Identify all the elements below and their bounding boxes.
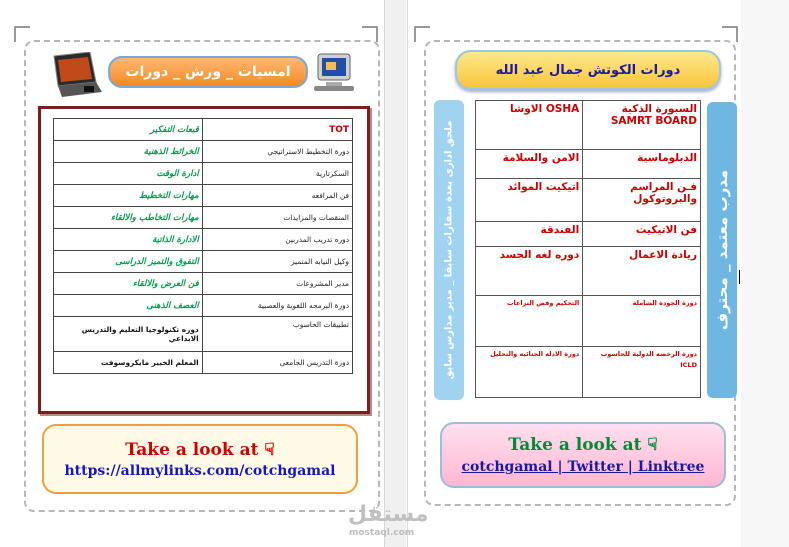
table-cell: TOT [202,119,352,141]
table-cell: الاوشا OSHA [476,101,583,150]
watermark-domain: mostaql.com [349,528,415,538]
table-cell: دورة الرخصه الدولية للحاسوب ICLD [583,347,701,398]
table-row [54,273,353,295]
table-row [54,119,353,141]
table-cell: دوره تكنولوجيا التعليم والتدريس الابداعي [54,317,203,352]
left-links-box [42,424,358,494]
table-cell: الادارة الذاتية [54,229,203,251]
left-header-banner: امسيات _ ورش _ دورات [108,56,308,88]
courses-table [53,118,353,374]
table-row [476,247,701,296]
take-look-label: Take a look at ☟ [508,435,658,455]
table-cell: تطبيقات الحاسوب [202,317,352,352]
laptop-icon [46,52,104,102]
corner-mark [14,26,30,42]
table-cell: دورة التدريس الجامعى [202,352,352,374]
side-banner-left [434,100,464,400]
table-cell: ريادة الاعمال [583,247,701,296]
table-row [54,163,353,185]
side-banner-right [707,102,737,398]
side-banner-left-text: ملحق ادارى بعدة سفارات سابقا _ مدير مدارس سابق [443,120,455,380]
table-cell: دورة البرمجه اللغوية والعصبية [202,295,352,317]
right-links-box [440,422,726,488]
table-cell: التفوق والتميز الدراسى [54,251,203,273]
table-cell: فن المرافعه [202,185,352,207]
table-row [54,185,353,207]
document-margin [741,0,789,547]
table-row [54,207,353,229]
page-gutter [385,0,406,547]
corner-mark [722,26,738,42]
coach-courses-table [475,100,701,398]
take-look-label: Take a look at ☟ [125,439,275,460]
social-links[interactable]: cotchgamal | Twitter | Linktree [461,459,705,475]
table-cell: الدبلوماسية [583,150,701,179]
table-row [476,222,701,247]
watermark-logo: مستقل [348,502,429,527]
table-cell: التحكيم وفض النزاعات [476,296,583,347]
links-url[interactable]: https://allmylinks.com/cotchgamal [64,462,336,479]
table-cell: مهارات التخطيط [54,185,203,207]
corner-mark [414,26,430,42]
table-cell: دوره لغه الجسد [476,247,583,296]
table-cell: دورة الادله الجنائيه والتحليل [476,347,583,398]
table-cell: الامن والسلامة [476,150,583,179]
table-cell: مدير المشروعات [202,273,352,295]
table-cell: فن الاتيكيت [583,222,701,247]
table-cell: السبورة الذكية SAMRT BOARD [583,101,701,150]
table-cell: اتيكيت الموائد [476,179,583,222]
table-cell: فن العرض والالقاء [54,273,203,295]
table-row [476,150,701,179]
table-row [476,179,701,222]
table-cell: المعلم الخبير مايكروسوفت [54,352,203,374]
table-cell: وكيل النيابه المتميز [202,251,352,273]
table-cell: السكرتارية [202,163,352,185]
table-cell: دوره تدريب المدربين [202,229,352,251]
table-row [476,296,701,347]
table-row [54,317,353,352]
table-row [54,141,353,163]
table-cell: فـن المراسم والبروتوكول [583,179,701,222]
text-cursor [739,270,740,284]
computer-icon [312,52,356,96]
table-cell: الخرائط الذهنية [54,141,203,163]
table-cell: مهارات التخاطب والالقاء [54,207,203,229]
table-row [54,229,353,251]
side-banner-right-text: مدرب معتمد _ محترف [713,169,731,331]
table-row [476,347,701,398]
right-title-banner: دورات الكوتش جمال عبد الله [455,50,721,90]
corner-mark [362,26,378,42]
table-row [476,101,701,150]
table-row [54,295,353,317]
table-cell: العصف الذهنى [54,295,203,317]
table-cell: الفندقة [476,222,583,247]
courses-table-box [38,106,370,414]
table-cell: دورة التخطيط الاستراتيجي [202,141,352,163]
table-cell: قبعات التفكير [54,119,203,141]
table-cell: دورة الجودة الشاملة [583,296,701,347]
table-row [54,352,353,374]
table-cell: ادارة الوقت [54,163,203,185]
table-row [54,251,353,273]
table-cell: المنقصات والمزايدات [202,207,352,229]
